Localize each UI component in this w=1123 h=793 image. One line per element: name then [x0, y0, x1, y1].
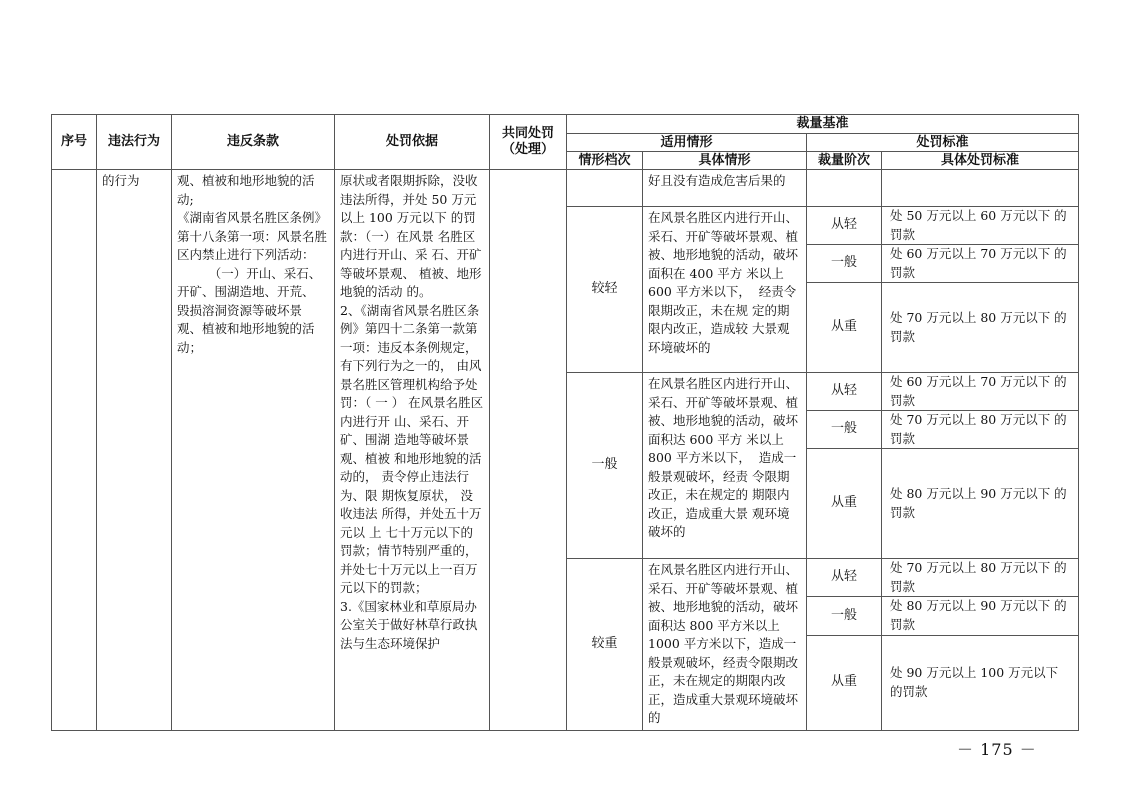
situation-text: 在风景名胜区内进行开山、采石、开矿等破坏景观、植被、地形地貌的活动，破坏面积达 800 平方米以上1000 平方米以下，造成一般景观破坏，经责令限期改正，未在规定的期限内改正，造成重大景观环境破坏的: [648, 562, 799, 725]
penalty-text: 处 70 万元以上 80 万元以下 的罚款: [890, 412, 1067, 446]
act-text: 的行为: [102, 173, 140, 188]
header-stage: 裁量阶次: [807, 152, 882, 170]
penalty-text: 处 60 万元以上 70 万元以下 的罚款: [890, 374, 1067, 408]
stage-cell: 从重: [807, 283, 882, 373]
header-applicable: 适用情形: [567, 134, 807, 152]
basis-text: 原状或者限期拆除，没收违法所得，并处 50 万元以上 100 万元以下 的罚款：（一）在风景 名胜区内进行开山、采 石、开矿等破坏景观、 植被、地形地貌的活动 的。 2、《湖南省风景名胜区条例》第四十二条第一款第一项：违反本条例规定，有下列行为之一的， 由风景名胜区管理机构给予处罚：（ 一 ） 在风景名胜区内进行开 山、采石、开矿、围湖 造地等破坏景观、植被 和地形地貌的活动的， 责令停止违法行为、限 期恢复原状， 没收违法 所得，并处五十万元以 上 七十万元以下的罚款；情节特别严重的，并处七十万元以上一百万元以下的罚款； 3.《国家林业和草原局办公室关于做好林草行政执法与生态环境保护: [340, 173, 484, 651]
stage-cell: 一般: [807, 597, 882, 635]
header-clause: 违反条款: [172, 115, 335, 170]
penalty-text: 处 50 万元以上 60 万元以下 的罚款: [890, 208, 1067, 242]
stage-cell: 从重: [807, 635, 882, 730]
page-number: － 175 －: [957, 740, 1037, 759]
common-cell: [490, 170, 567, 731]
stage-cell: 从轻: [807, 559, 882, 597]
stage-cell: 一般: [807, 411, 882, 449]
header-seq: 序号: [52, 115, 97, 170]
level-cell: 较轻: [567, 207, 643, 373]
header-penalty: 具体处罚标准: [882, 152, 1079, 170]
situation-text: 在风景名胜区内进行开山、采石、开矿等破坏景观、植被、地形地貌的活动，破坏面积在 400 平方 米以上 600 平方米以下， 经责令限期改正，未在规 定的期限内改正，造成较 大景观环境破坏的: [648, 210, 799, 355]
seq-cell: [52, 170, 97, 731]
stage-cell: 从轻: [807, 373, 882, 411]
penalty-text: 处 80 万元以上 90 万元以下 的罚款: [890, 598, 1067, 632]
header-discretion: 裁量基准: [567, 115, 1079, 134]
header-basis: 处罚依据: [335, 115, 490, 170]
level-cell: 一般: [567, 373, 643, 559]
prev-level-cell: [567, 170, 643, 207]
prev-penalty-cell: [882, 170, 1079, 207]
prev-situation-text: 好且没有造成危害后果的: [648, 173, 786, 188]
header-level: 情形档次: [567, 152, 643, 170]
penalty-text: 处 70 万元以上 80 万元以下 的罚款: [890, 310, 1067, 344]
prev-stage-cell: [807, 170, 882, 207]
stage-cell: 从重: [807, 449, 882, 559]
header-act: 违法行为: [97, 115, 172, 170]
penalty-text: 处 80 万元以上 90 万元以下 的罚款: [890, 486, 1067, 520]
stage-cell: 一般: [807, 245, 882, 283]
penalty-text: 处 70 万元以上 80 万元以下 的罚款: [890, 560, 1067, 594]
stage-cell: 从轻: [807, 207, 882, 245]
situation-text: 在风景名胜区内进行开山、采石、开矿等破坏景观、植被、地形地貌的活动，破坏面积达 600 平方 米以上 800 平方米以下， 造成一般景观破坏，经责 令限期改正，未在规定的 期限内改正，造成重大景 观环境破坏的: [648, 376, 799, 539]
header-standard: 处罚标准: [807, 134, 1079, 152]
penalty-table: [51, 114, 1079, 731]
header-situation: 具体情形: [643, 152, 807, 170]
level-cell: 较重: [567, 559, 643, 731]
clause-text: 观、植被和地形地貌的活动; 《湖南省风景名胜区条例》第十八条第一项：风景名胜区内禁止进行下列活动： （一）开山、采石、 开矿、围湖造地、开荒、 毁损溶洞资源等破坏景 观、植被和地形地貌的活 动；: [177, 173, 328, 355]
header-common: 共同处罚 （处理）: [490, 115, 567, 170]
penalty-text: 处 60 万元以上 70 万元以下 的罚款: [890, 246, 1067, 280]
penalty-text: 处 90 万元以上 100 万元以下 的罚款: [890, 665, 1059, 699]
